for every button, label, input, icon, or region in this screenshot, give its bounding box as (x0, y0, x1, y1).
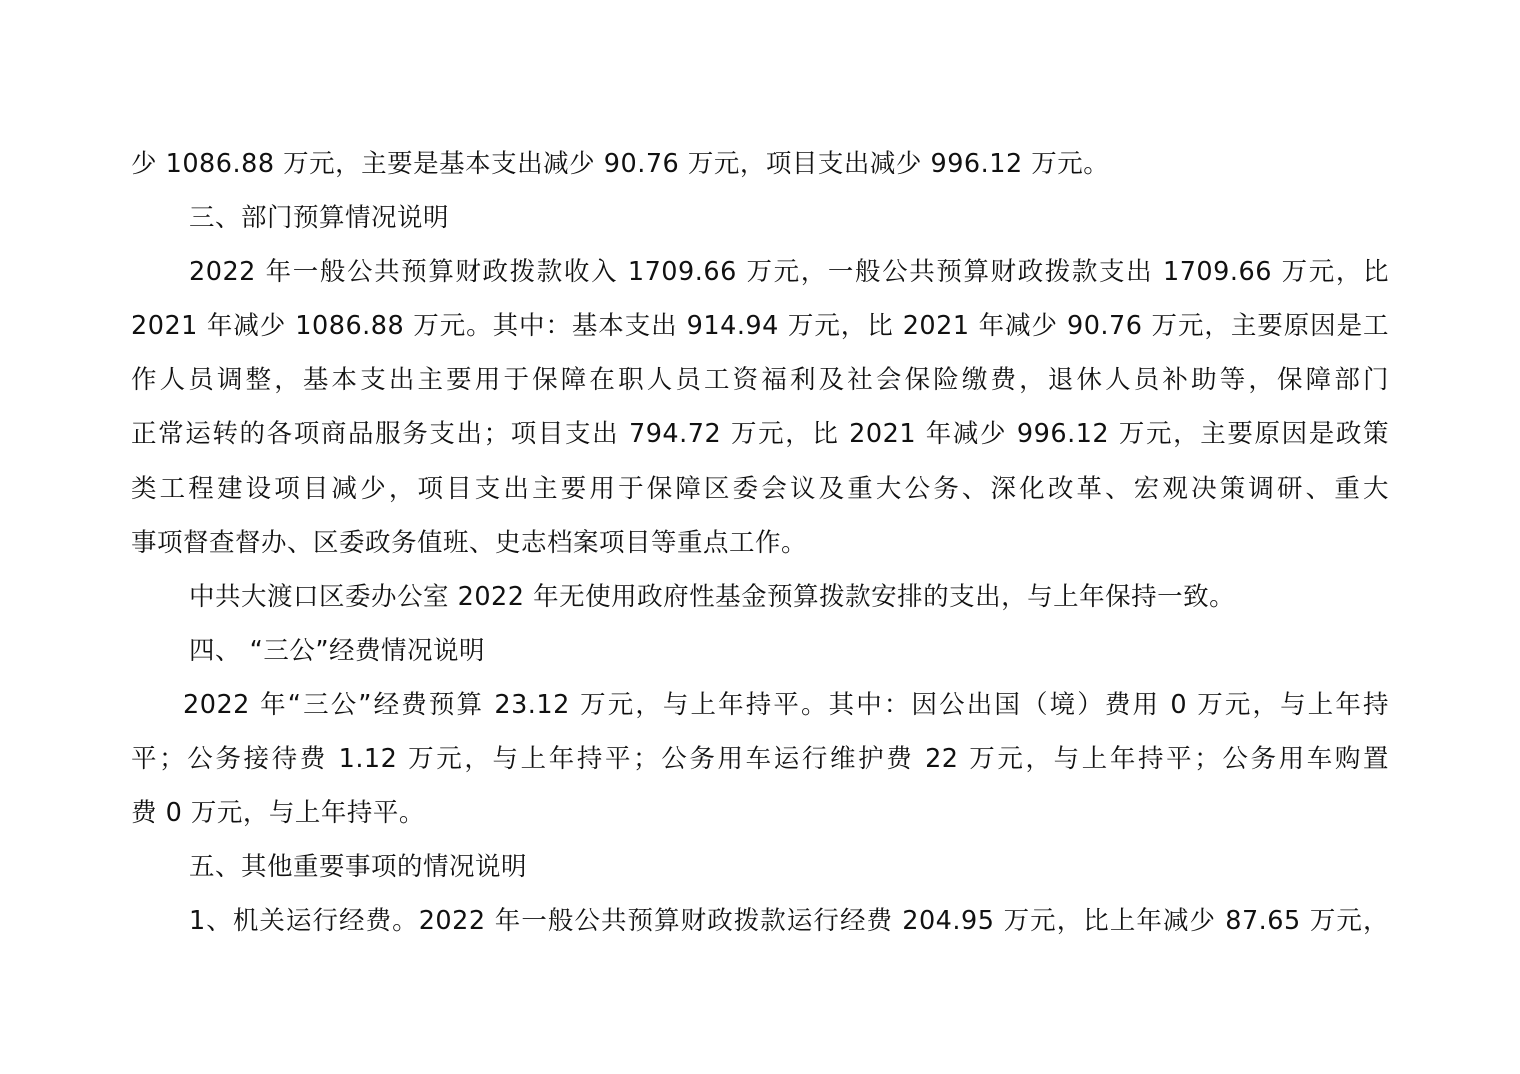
paragraph-line: 正常运转的各项商品服务支出；项目支出 794.72 万元，比 2021 年减少 996.12 万元，主要原因是政策 (131, 419, 1389, 450)
paragraph-line: 1、机关运行经费。2022 年一般公共预算财政拨款运行经费 204.95 万元，比上年减少 87.65 万元， (189, 906, 1389, 937)
section-heading-5: 五、其他重要事项的情况说明 (189, 852, 528, 883)
paragraph-line: 少 1086.88 万元，主要是基本支出减少 90.76 万元，项目支出减少 996.12 万元。 (131, 149, 1110, 179)
document-page (131, 137, 1389, 948)
paragraph-line: 事项督查督办、区委政务值班、史志档案项目等重点工作。 (131, 527, 808, 558)
section-heading-4: 四、 “三公”经费情况说明 (189, 635, 486, 666)
paragraph-line: 类工程建设项目减少，项目支出主要用于保障区委会议及重大公务、深化改革、宏观决策调研、重大 (131, 473, 1389, 504)
paragraph-line: 2022 年一般公共预算财政拨款收入 1709.66 万元，一般公共预算财政拨款支出 1709.66 万元，比 (189, 257, 1389, 288)
paragraph-line: 费 0 万元，与上年持平。 (131, 798, 425, 829)
paragraph-line: 2022 年“三公”经费预算 23.12 万元，与上年持平。其中：因公出国（境）费用 0 万元，与上年持 (183, 689, 1389, 720)
section-heading-3: 三、部门预算情况说明 (189, 203, 450, 234)
paragraph-line: 作人员调整，基本支出主要用于保障在职人员工资福利及社会保险缴费，退休人员补助等，保障部门 (131, 365, 1389, 396)
paragraph-line: 2021 年减少 1086.88 万元。其中：基本支出 914.94 万元，比 2021 年减少 90.76 万元，主要原因是工 (131, 311, 1389, 342)
paragraph-line: 平；公务接待费 1.12 万元，与上年持平；公务用车运行维护费 22 万元，与上年持平；公务用车购置 (131, 744, 1389, 775)
paragraph-line: 中共大渡口区委办公室 2022 年无使用政府性基金预算拨款安排的支出，与上年保持一致。 (189, 581, 1236, 612)
